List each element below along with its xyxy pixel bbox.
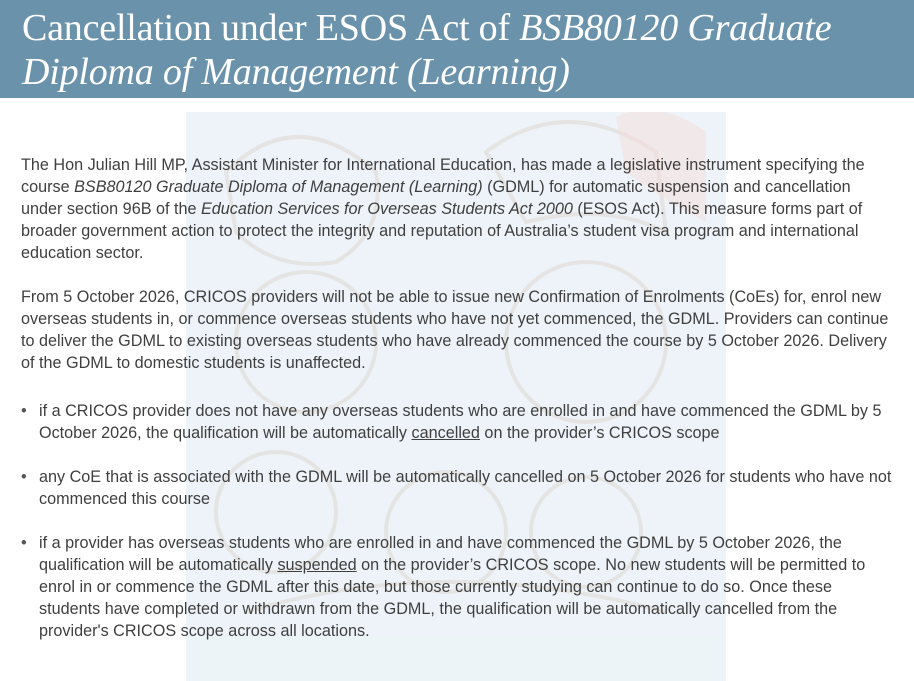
title-course-name: BSB80120 Graduate Diploma of Management (Learning) — [22, 7, 832, 93]
intro-act-name: Education Services for Overseas Students Act 2000 — [200, 200, 573, 218]
intro-paragraph — [21, 154, 896, 264]
intro-course-name: BSB80120 Graduate Diploma of Management (Learning) — [74, 178, 483, 196]
bullet1-text-2: on the provider’s CRICOS scope — [479, 424, 720, 442]
article-body — [21, 154, 896, 664]
title-plain: Cancellation under ESOS Act of — [22, 7, 520, 49]
bullet3-text-2: on the provider’s CRICOS scope. No new students will be permitted to enrol in or commence the GDML after this date, but those currently studying can continue to do so. Once these students have completed or withdrawn from the GDML, the qualification will be automatically cancelled from the provider's CRICOS scope across all locations. — [39, 556, 866, 640]
bullet1-text-1: if a CRICOS provider does not have any overseas students who are enrolled in and have commenced the GDML by 5 October 2026, the qualification will be automatically — [39, 402, 882, 442]
bullet3-underlined: suspended — [277, 556, 357, 574]
title-banner — [0, 0, 914, 98]
bullet3-text-1: if a provider has overseas students who are enrolled in and have commenced the GDML by 5 October 2026, the qualification will be automatically — [39, 534, 842, 574]
intro-text-2: (GDML) for automatic suspension and cancellation under section 96B of the — [21, 178, 851, 218]
list-item — [39, 400, 896, 444]
page-title — [22, 6, 907, 94]
intro-text-3: (ESOS Act). This measure forms part of broader government action to protect the integrity and reputation of Australia’s student visa program and international education sector. — [21, 200, 863, 262]
intro-text-1: The Hon Julian Hill MP, Assistant Minister for International Education, has made a legislative instrument specifying the course — [21, 156, 865, 196]
date-paragraph: From 5 October 2026, CRICOS providers will not be able to issue new Confirmation of Enrolments (CoEs) for, enrol new overseas students in, or commence overseas students who have not yet commenced, the GDML. Providers can continue to deliver the GDML to existing overseas students who have already commenced the course by 5 October 2026. Delivery of the GDML to domestic students is unaffected. — [21, 288, 889, 372]
bullet1-underlined: cancelled — [411, 424, 480, 442]
list-item: • any CoE that is associated with the GDML will be automatically cancelled on 5 October 2026 for students who have not commenced this course — [39, 466, 896, 510]
consequences-list — [21, 400, 896, 642]
list-item — [39, 532, 896, 642]
